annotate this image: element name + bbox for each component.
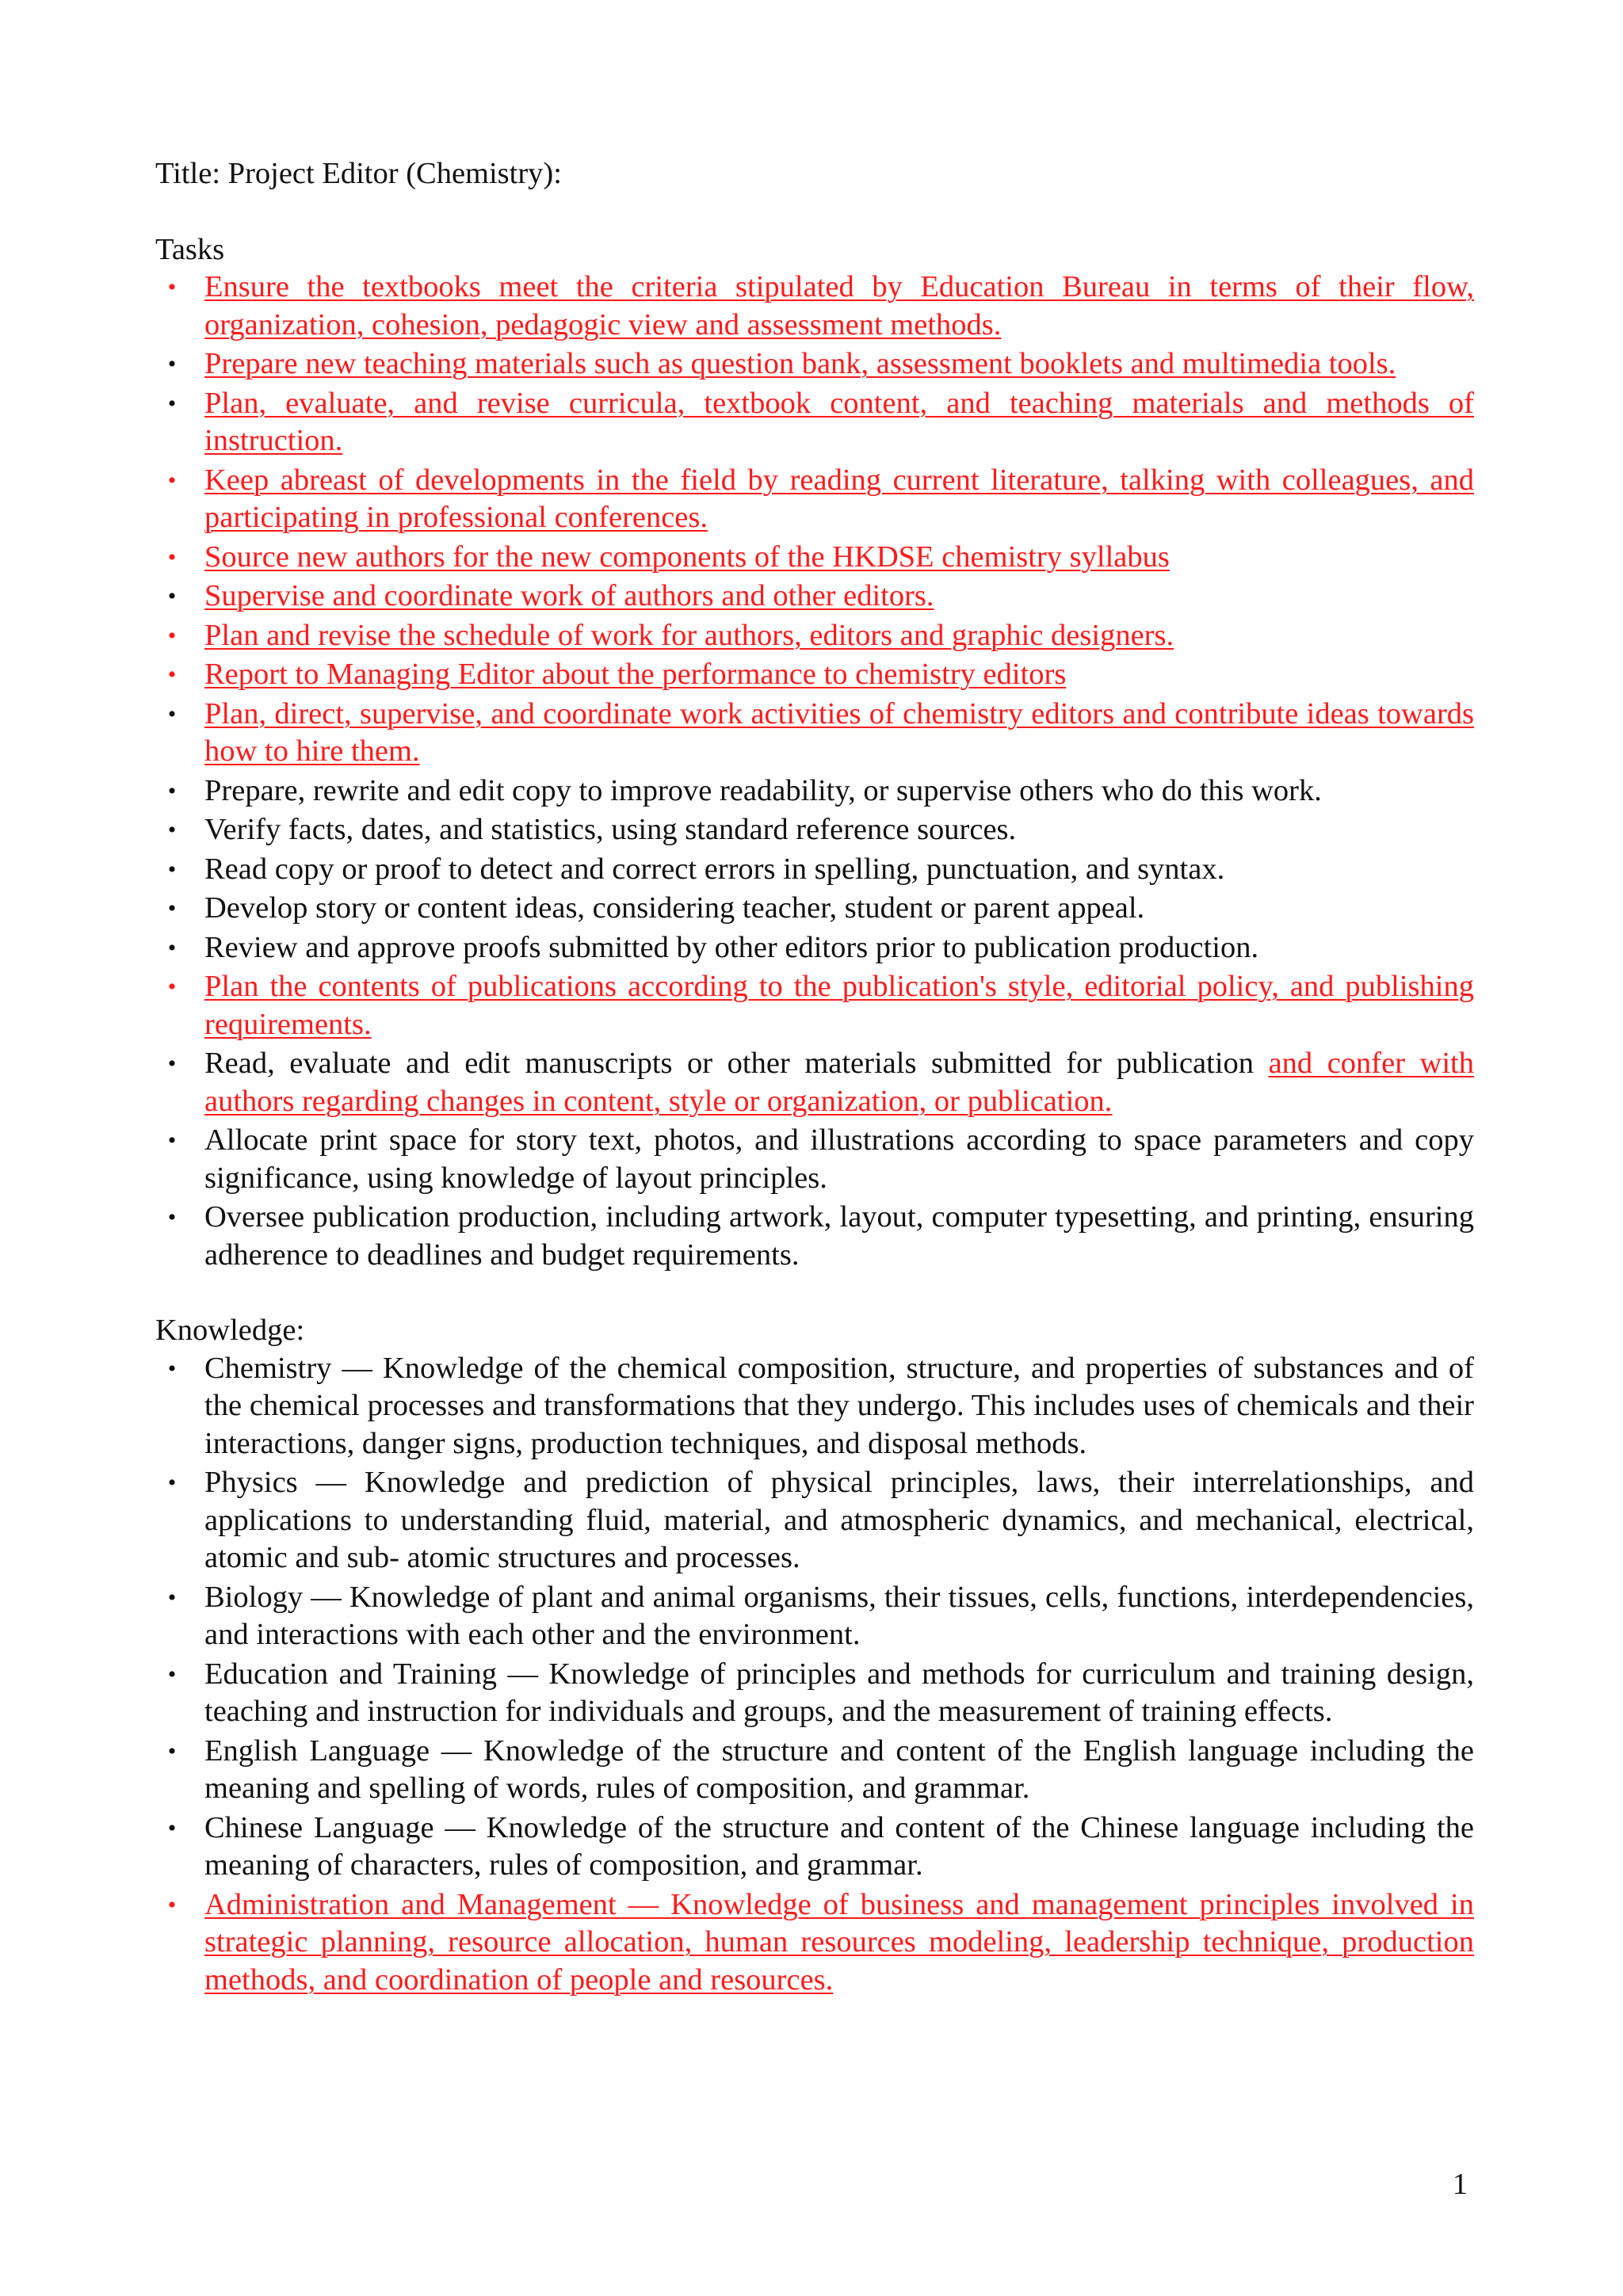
tasks-list [155, 269, 1474, 1274]
bullet-icon: • [167, 1814, 177, 1841]
item-text: Physics — Knowledge and prediction of physical principles, laws, their interrelationships, and applications to understanding fluid, material, and atmospheric dynamics, and mechanical, electrical, atomic and sub- atomic structures and processes. [204, 1466, 1474, 1574]
bullet-icon: • [167, 1355, 177, 1382]
list-item [155, 772, 1474, 810]
bullet-icon: • [167, 1204, 177, 1230]
item-text: Read, evaluate and edit manuscripts or other materials submitted for publication [204, 1047, 1269, 1080]
highlighted-text: Supervise and coordinate work of authors and other editors. [204, 579, 934, 612]
list-item [155, 1579, 1474, 1654]
bullet-icon: • [167, 1661, 177, 1688]
bullet-icon: • [167, 817, 177, 843]
bullet-icon: • [167, 934, 177, 961]
list-item [155, 1886, 1474, 2000]
list-item [155, 1199, 1474, 1274]
item-text: Education and Training — Knowledge of principles and methods for curriculum and training design, teaching and instruction for individuals and groups, and the measurement of training effects. [204, 1657, 1474, 1728]
highlighted-text: Administration and Management — Knowledge of business and management principles involved in strategic planning, resource allocation, human resources modeling, leadership technique, production methods, and coordination of people and resources. [204, 1887, 1474, 1997]
list-item [155, 462, 1474, 537]
list-item [155, 1350, 1474, 1463]
list-item [155, 385, 1474, 460]
bullet-icon: • [167, 351, 177, 377]
list-item [155, 617, 1474, 655]
bullet-icon: • [167, 622, 177, 649]
item-text: Chinese Language — Knowledge of the structure and content of the Chinese language including the meaning of characters, rules of composition, and grammar. [204, 1810, 1474, 1882]
bullet-icon: • [167, 1891, 177, 1918]
list-item [155, 345, 1474, 383]
list-item [155, 1045, 1474, 1120]
bullet-icon: • [167, 1470, 177, 1496]
list-item [155, 1810, 1474, 1885]
item-text: Oversee publication production, including artwork, layout, computer typesetting, and printing, ensuring adherence to deadlines and budget requirements. [204, 1200, 1474, 1272]
highlighted-text: Report to Managing Editor about the performance to chemistry editors [204, 658, 1067, 691]
list-item [155, 968, 1474, 1043]
bullet-icon: • [167, 274, 177, 300]
bullet-icon: • [167, 777, 177, 804]
list-item [155, 1122, 1474, 1197]
item-text: Read copy or proof to detect and correct errors in spelling, punctuation, and syntax. [204, 852, 1225, 886]
list-item [155, 890, 1474, 928]
list-item [155, 578, 1474, 616]
knowledge-heading: Knowledge: [155, 1314, 305, 1347]
page-number: 1 [1452, 2168, 1468, 2201]
bullet-icon: • [167, 467, 177, 494]
bullet-icon: • [167, 390, 177, 417]
document-page [155, 155, 1474, 2000]
item-text: Chemistry — Knowledge of the chemical composition, structure, and properties of substances and of the chemical processes and transformations that they undergo. This includes uses of chemicals and their interactions, danger signs, production techniques, and disposal methods. [204, 1351, 1474, 1460]
highlighted-text: Plan, direct, supervise, and coordinate work activities of chemistry editors and contribute ideas towards how to hire them. [204, 696, 1474, 768]
item-text: Biology — Knowledge of plant and animal organisms, their tissues, cells, functions, interdependencies, and interactions with each other and the environment. [204, 1580, 1474, 1651]
list-item [155, 696, 1474, 771]
highlighted-text: and confer with authors regarding changes in content, style or organization, or publication. [204, 1047, 1474, 1118]
item-text: Review and approve proofs submitted by other editors prior to publication production. [204, 930, 1259, 964]
item-text: Develop story or content ideas, considering teacher, student or parent appeal. [204, 891, 1145, 925]
item-text: Verify facts, dates, and statistics, using standard reference sources. [204, 813, 1017, 846]
list-item [155, 1464, 1474, 1577]
list-item [155, 656, 1474, 694]
list-item [155, 811, 1474, 849]
document-title: Title: Project Editor (Chemistry): [155, 157, 562, 190]
highlighted-text: Plan the contents of publications according to the publication's style, editorial policy, and publishing requirements. [204, 970, 1474, 1041]
highlighted-text: Keep abreast of developments in the field by reading current literature, talking with colleagues, and participating in professional conferences. [204, 463, 1474, 534]
highlighted-text: Source new authors for the new components of the HKDSE chemistry syllabus [204, 540, 1170, 574]
item-text: English Language — Knowledge of the structure and content of the English language including the meaning and spelling of words, rules of composition, and grammar. [204, 1733, 1474, 1805]
bullet-icon: • [167, 895, 177, 921]
tasks-heading: Tasks [155, 232, 225, 266]
bullet-icon: • [167, 974, 177, 1000]
bullet-icon: • [167, 700, 177, 727]
bullet-icon: • [167, 583, 177, 609]
list-item [155, 851, 1474, 889]
item-text: Allocate print space for story text, photos, and illustrations according to space parameters and copy significance, using knowledge of layout principles. [204, 1123, 1474, 1195]
bullet-icon: • [167, 1584, 177, 1611]
bullet-icon: • [167, 1127, 177, 1154]
bullet-icon: • [167, 1737, 177, 1764]
highlighted-text: Plan and revise the schedule of work for authors, editors and graphic designers. [204, 618, 1174, 652]
bullet-icon: • [167, 662, 177, 688]
list-item [155, 1656, 1474, 1731]
list-item [155, 269, 1474, 344]
bullet-icon: • [167, 543, 177, 570]
list-item [155, 539, 1474, 577]
bullet-icon: • [167, 1051, 177, 1077]
bullet-icon: • [167, 856, 177, 883]
highlighted-text: Plan, evaluate, and revise curricula, textbook content, and teaching materials and methods of instruction. [204, 386, 1474, 457]
item-text: Prepare, rewrite and edit copy to improve readability, or supervise others who do this work. [204, 773, 1322, 807]
highlighted-text: Prepare new teaching materials such as question bank, assessment booklets and multimedia tools. [204, 347, 1396, 380]
list-item [155, 1733, 1474, 1808]
highlighted-text: Ensure the textbooks meet the criteria stipulated by Education Bureau in terms of their flow, organization, cohesion, pedagogic view and assessment methods. [204, 270, 1474, 341]
list-item [155, 929, 1474, 967]
knowledge-list [155, 1350, 1474, 2000]
